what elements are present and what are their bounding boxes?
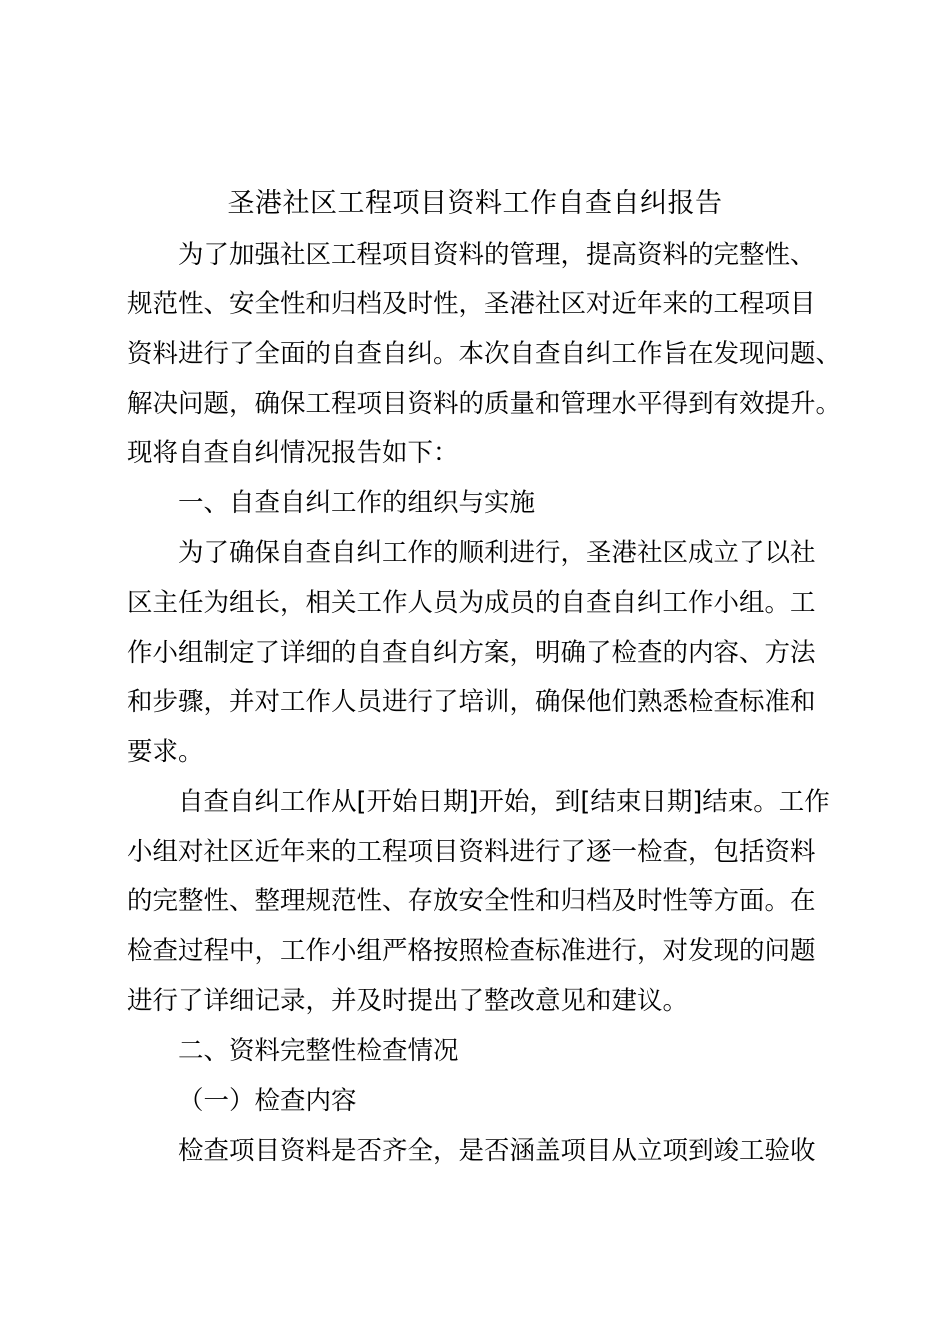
- intro-line-4: 解决问题，确保工程项目资料的质量和管理水平得到有效提升。: [127, 389, 842, 419]
- section-1-para-1-line-4: 和步骤，并对工作人员进行了培训，确保他们熟悉检查标准和: [127, 687, 816, 717]
- section-1-para-1-line-1: 为了确保自查自纠工作的顺利进行，圣港社区成立了以社: [178, 538, 816, 568]
- section-1-para-2-line-1: 自查自纠工作从[开始日期]开始，到[结束日期]结束。工作: [178, 787, 830, 817]
- intro-line-2: 规范性、安全性和归档及时性，圣港社区对近年来的工程项目: [127, 289, 816, 319]
- subsection-1-para-line-1: 检查项目资料是否齐全，是否涵盖项目从立项到竣工验收: [178, 1136, 816, 1166]
- section-1-para-2-line-5: 进行了详细记录，并及时提出了整改意见和建议。: [127, 986, 689, 1016]
- intro-line-5: 现将自查自纠情况报告如下：: [127, 438, 459, 468]
- section-1-para-2-line-4: 检查过程中，工作小组严格按照检查标准进行，对发现的问题: [127, 936, 816, 966]
- section-1-heading: 一、自查自纠工作的组织与实施: [178, 488, 536, 518]
- section-1-para-2-line-2: 小组对社区近年来的工程项目资料进行了逐一检查，包括资料: [127, 837, 816, 867]
- intro-line-1: 为了加强社区工程项目资料的管理，提高资料的完整性、: [178, 240, 816, 270]
- section-1-para-1-line-2: 区主任为组长，相关工作人员为成员的自查自纠工作小组。工: [127, 588, 816, 618]
- section-2-heading: 二、资料完整性检查情况: [178, 1036, 459, 1066]
- section-1-para-1-line-5: 要求。: [127, 737, 204, 767]
- document-title: 圣港社区工程项目资料工作自查自纠报告: [227, 188, 723, 219]
- intro-line-3: 资料进行了全面的自查自纠。本次自查自纠工作旨在发现问题、: [127, 339, 842, 369]
- section-1-para-2-line-3: 的完整性、整理规范性、存放安全性和归档及时性等方面。在: [127, 886, 816, 916]
- section-1-para-1-line-3: 作小组制定了详细的自查自纠方案，明确了检查的内容、方法: [127, 638, 816, 668]
- subsection-1-heading: （一）检查内容: [178, 1086, 357, 1116]
